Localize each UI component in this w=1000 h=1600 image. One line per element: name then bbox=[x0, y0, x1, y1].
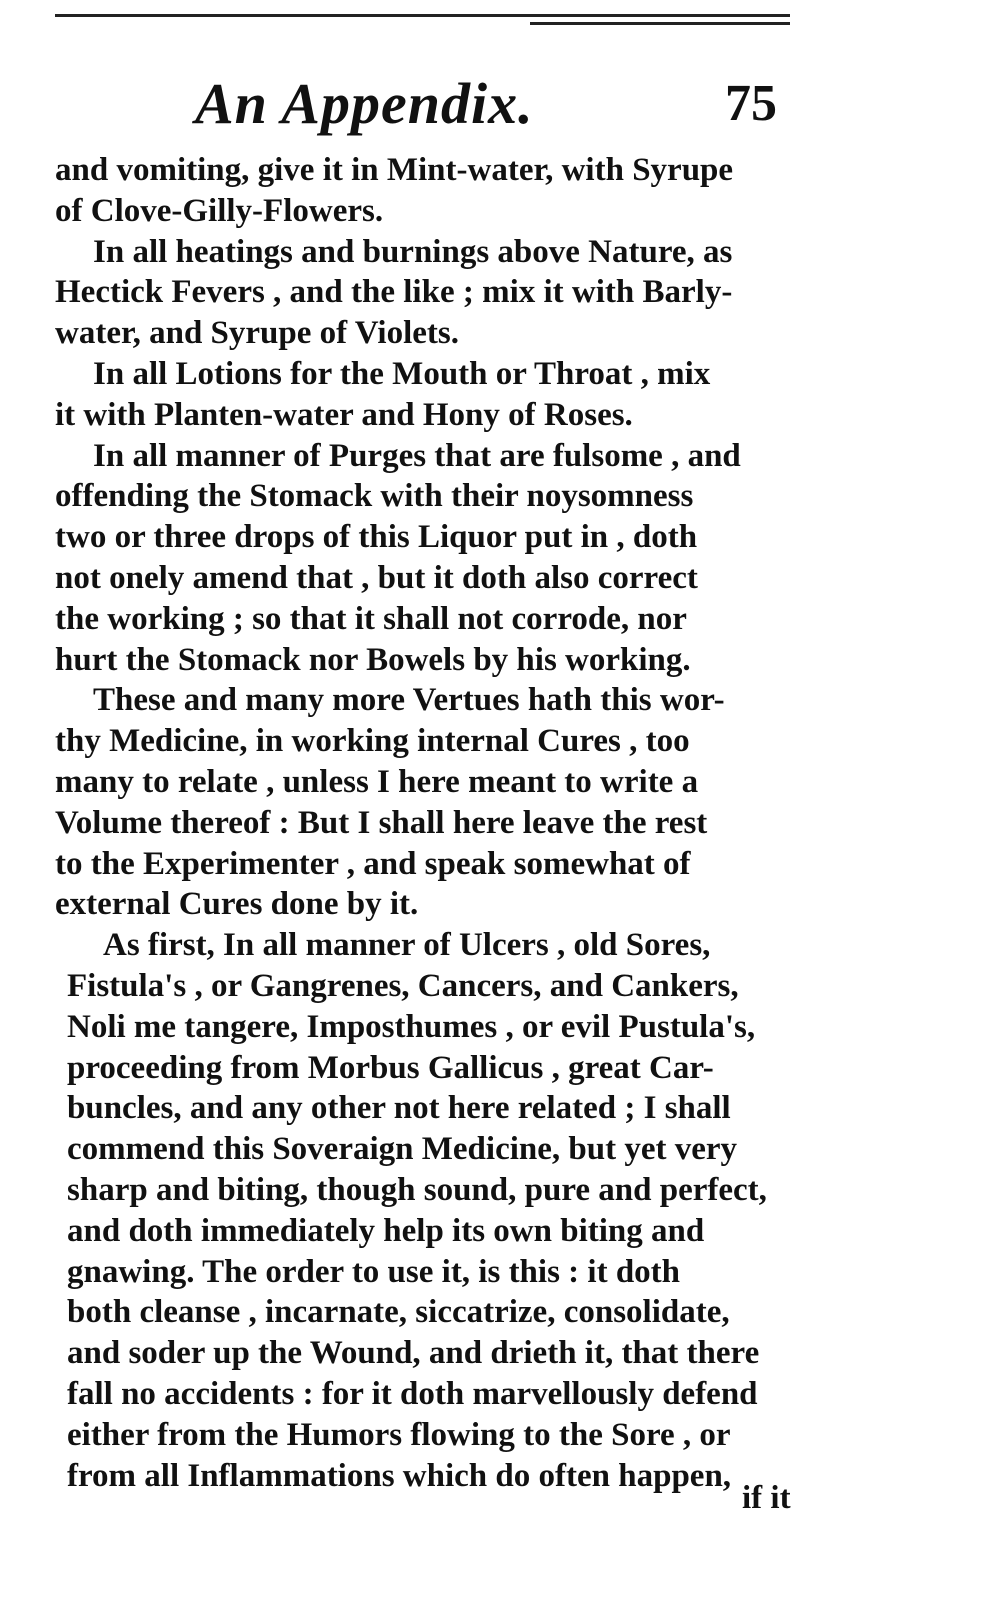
text-line: Noli me tangere, Imposthumes , or evil Pustula's, bbox=[67, 1008, 756, 1045]
text-line: external Cures done by it. bbox=[55, 886, 419, 923]
text-line: Volume thereof : But I shall here leave the rest bbox=[55, 804, 708, 841]
page-number: 75 bbox=[725, 75, 777, 132]
text-line: it with Planten-water and Hony of Roses. bbox=[55, 396, 633, 433]
text-line: gnawing. The order to use it, is this : it doth bbox=[67, 1253, 681, 1290]
text-line: commend this Soveraign Medicine, but yet very bbox=[67, 1131, 738, 1168]
text-line: thy Medicine, in working internal Cures , too bbox=[55, 723, 690, 760]
text-line: water, and Syrupe of Violets. bbox=[55, 315, 459, 352]
running-title: An Appendix. bbox=[195, 71, 534, 136]
catchword: if it bbox=[742, 1480, 791, 1516]
text-line: both cleanse , incarnate, siccatrize, consolidate, bbox=[67, 1294, 730, 1331]
text-line: In all manner of Purges that are fulsome , and bbox=[93, 437, 741, 474]
text-line: These and many more Vertues hath this wor- bbox=[93, 682, 725, 719]
text-line: offending the Stomack with their noysomness bbox=[55, 478, 694, 515]
text-line: two or three drops of this Liquor put in , doth bbox=[55, 519, 698, 556]
top-rule-secondary bbox=[530, 22, 790, 25]
text-line: of Clove-Gilly-Flowers. bbox=[55, 192, 384, 229]
text-line: Fistula's , or Gangrenes, Cancers, and Cankers, bbox=[67, 967, 739, 1004]
body-text bbox=[55, 150, 805, 1496]
text-line: and doth immediately help its own biting and bbox=[67, 1212, 705, 1249]
text-line: either from the Humors flowing to the Sore , or bbox=[67, 1416, 731, 1453]
text-line: buncles, and any other not here related ; I shall bbox=[67, 1090, 731, 1127]
text-line: many to relate , unless I here meant to write a bbox=[55, 763, 699, 800]
text-line: In all Lotions for the Mouth or Throat , mix bbox=[93, 355, 711, 392]
text-line: to the Experimenter , and speak somewhat of bbox=[55, 845, 691, 882]
text-line: and vomiting, give it in Mint-water, with Syrupe bbox=[55, 152, 734, 188]
text-line: and soder up the Wound, and drieth it, that there bbox=[67, 1335, 760, 1372]
text-line: sharp and biting, though sound, pure and perfect, bbox=[67, 1171, 767, 1208]
text-line: from all Inflammations which do often happen, bbox=[67, 1457, 732, 1494]
text-line: not onely amend that , but it doth also correct bbox=[55, 559, 698, 596]
text-line: proceeding from Morbus Gallicus , great Car- bbox=[67, 1049, 714, 1086]
text-line: As first, In all manner of Ulcers , old Sores, bbox=[103, 927, 711, 964]
page-header bbox=[0, 70, 1000, 150]
text-line: fall no accidents : for it doth marvellously defend bbox=[67, 1375, 758, 1412]
text-line: In all heatings and burnings above Nature, as bbox=[93, 233, 733, 270]
text-line: Hectick Fevers , and the like ; mix it with Barly- bbox=[55, 274, 733, 311]
text-line: hurt the Stomack nor Bowels by his working. bbox=[55, 641, 691, 678]
top-rule bbox=[55, 14, 790, 17]
text-line: the working ; so that it shall not corrode, nor bbox=[55, 600, 687, 637]
